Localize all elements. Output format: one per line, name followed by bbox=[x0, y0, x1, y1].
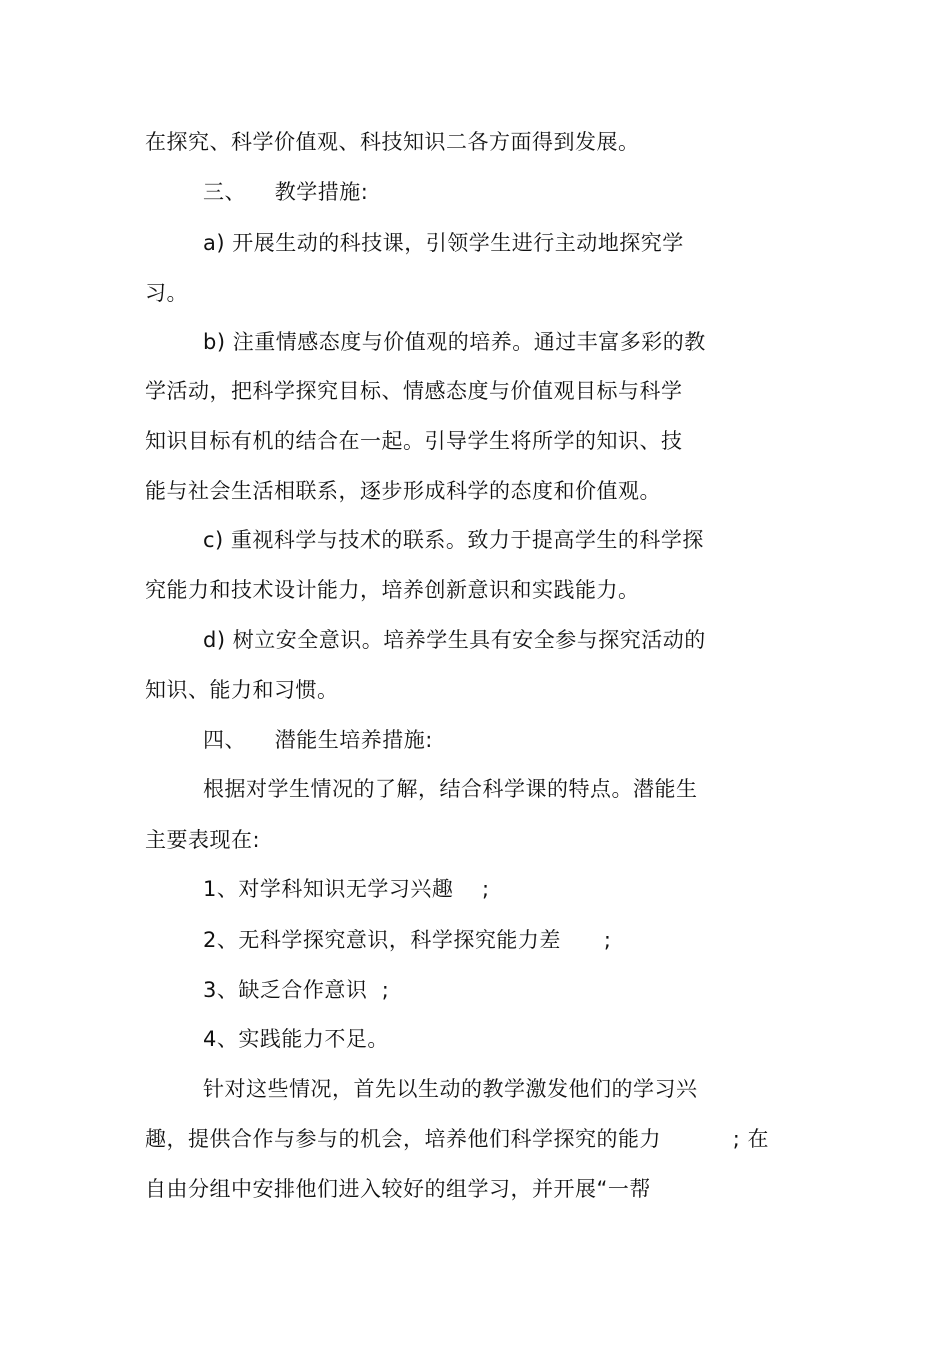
section-heading: 三、 教学措施: bbox=[203, 180, 369, 204]
paragraph-line: 根据对学生情况的了解，结合科学课的特点。潜能生 bbox=[203, 777, 698, 801]
paragraph-line: 能与社会生活相联系，逐步形成科学的态度和价值观。 bbox=[145, 479, 661, 503]
list-item: 2、无科学探究意识，科学探究能力差 ; bbox=[203, 928, 612, 952]
paragraph-line: 在探究、科学价值观、科技知识二各方面得到发展。 bbox=[145, 130, 640, 154]
list-item: 4、实践能力不足。 bbox=[203, 1027, 389, 1051]
paragraph-line: 习。 bbox=[145, 281, 188, 305]
paragraph-line: 主要表现在: bbox=[145, 828, 261, 852]
list-item: 3、缺乏合作意识 ; bbox=[203, 978, 390, 1002]
paragraph-line: 针对这些情况，首先以生动的教学激发他们的学习兴 bbox=[203, 1077, 698, 1101]
paragraph-line: 知识目标有机的结合在一起。引导学生将所学的知识、技 bbox=[145, 429, 683, 453]
paragraph-line: 学活动，把科学探究目标、情感态度与价值观目标与科学 bbox=[145, 379, 683, 403]
list-item: 1、对学科知识无学习兴趣 ; bbox=[203, 877, 490, 901]
paragraph-line: b) 注重情感态度与价值观的培养。通过丰富多彩的教 bbox=[203, 330, 706, 354]
paragraph-line: a) 开展生动的科技课，引领学生进行主动地探究学 bbox=[203, 231, 684, 255]
section-heading: 四、 潜能生培养措施: bbox=[203, 728, 433, 752]
paragraph-line: 知识、能力和习惯。 bbox=[145, 678, 339, 702]
paragraph-line: d) 树立安全意识。培养学生具有安全参与探究活动的 bbox=[203, 628, 706, 652]
paragraph-line: 自由分组中安排他们进入较好的组学习，并开展“一帮 bbox=[145, 1177, 651, 1201]
paragraph-line: 究能力和技术设计能力，培养创新意识和实践能力。 bbox=[145, 578, 640, 602]
paragraph-line: c) 重视科学与技术的联系。致力于提高学生的科学探 bbox=[203, 528, 704, 552]
paragraph-line: 趣，提供合作与参与的机会，培养他们科学探究的能力 ; 在 bbox=[145, 1127, 770, 1151]
